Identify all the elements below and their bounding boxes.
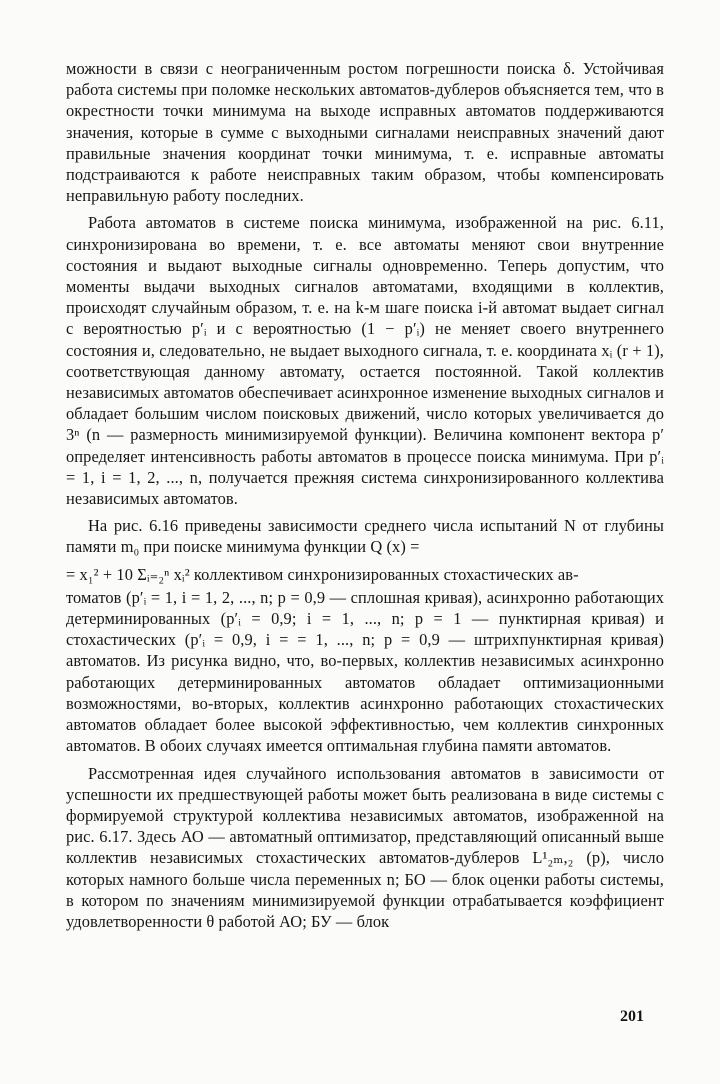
paragraph-continuation: можности в связи с неограниченным ростом погрешности поиска δ. Устойчивая работа системы при поломке нескольких автоматов-дублеров объясняется тем, что в окрестности точки минимума на выходе исправных автоматов поддерживаются значения, которые в сумме с выходными сигналами неисправных значений дают правильные значения координат точки минимума, т. е. исправные автоматы подстраиваются к работе неисправных таким образом, чтобы компенсировать неправильную работу последних. [66,59,664,206]
paragraph-figure-6-16-intro: На рис. 6.16 приведены зависимости среднего числа испытаний N от глубины памяти m₀ при поиске минимума функции Q (x) = [66,516,664,557]
paragraph-figure-6-16-discussion: томатов (p′ᵢ = 1, i = 1, 2, ..., n; p = 0,9 — сплошная кривая), асинхронно работающих детерминированных (p′ᵢ = 0,9; i = 1, ..., n; p = 1 — пунктирная кривая) и стохастических (p′ᵢ = 0,9, i = = 1, ..., n; p = 0,9 — штрихпунктирная кривая) автоматов. Из рисунка видно, что, во-первых, коллектив независимых асинхронно работающих детерминированных автоматов обладает оптимизационными возможностями, во-вторых, коллектив асинхронно работающих стохастических автоматов обладает более высокой эффективностью, чем коллектив синхронных автоматов. В обоих случаях имеется оптимальная глубина памяти автоматов. [66,587,664,756]
paragraph-async-automata: Работа автоматов в системе поиска минимума, изображенной на рис. 6.11, синхронизирована во времени, т. е. все автоматы меняют свои внутренние состояния и выдают выходные сигналы одновременно. Теперь допустим, что моменты выдачи выходных сигналов автоматами, входящими в коллектив, происходят случайным образом, т. е. на k-м шаге поиска i-й автомат выдает сигнал с вероятностью p′ᵢ и с вероятностью (1 − p′ᵢ) не меняет своего внутреннего состояния и, следовательно, не выдает выходного сигнала, т. е. координата xᵢ (r + 1), соответствующая данному автомату, остается постоянной. Такой коллектив независимых автоматов обеспечивает асинхронное изменение выходных сигналов и обладает большим числом поисковых движений, число которых увеличивается до 3ⁿ (n — размерность минимизируемой функции). Величина компонент вектора p′ определяет интенсивность работы автоматов в процессе поиска минимума. При p′ᵢ = 1, i = 1, 2, ..., n, получается прежняя система синхронизированного коллектива независимых автоматов. [66,213,664,509]
page-body [66,58,664,932]
paragraph-figure-6-17: Рассмотренная идея случайного использования автоматов в зависимости от успешности их предшествующей работы может быть реализована в виде системы с формируемой структурой коллектива независимых автоматов, изображенной на рис. 6.17. Здесь АО — автоматный оптимизатор, представляющий описанный выше коллектив независимых стохастических автоматов-дублеров L¹₂ₘ,₂ (p), число которых намного больше числа переменных n; БО — блок оценки работы системы, в котором по значениям минимизируемой функции отрабатывается коэффициент удовлетворенности θ работой АО; БУ — блок [66,763,664,931]
formula-line: = x₁² + 10 Σᵢ₌₂ⁿ xᵢ² коллективом синхронизированных стохастических ав- [66,564,579,584]
page-number: 201 [620,1008,644,1025]
